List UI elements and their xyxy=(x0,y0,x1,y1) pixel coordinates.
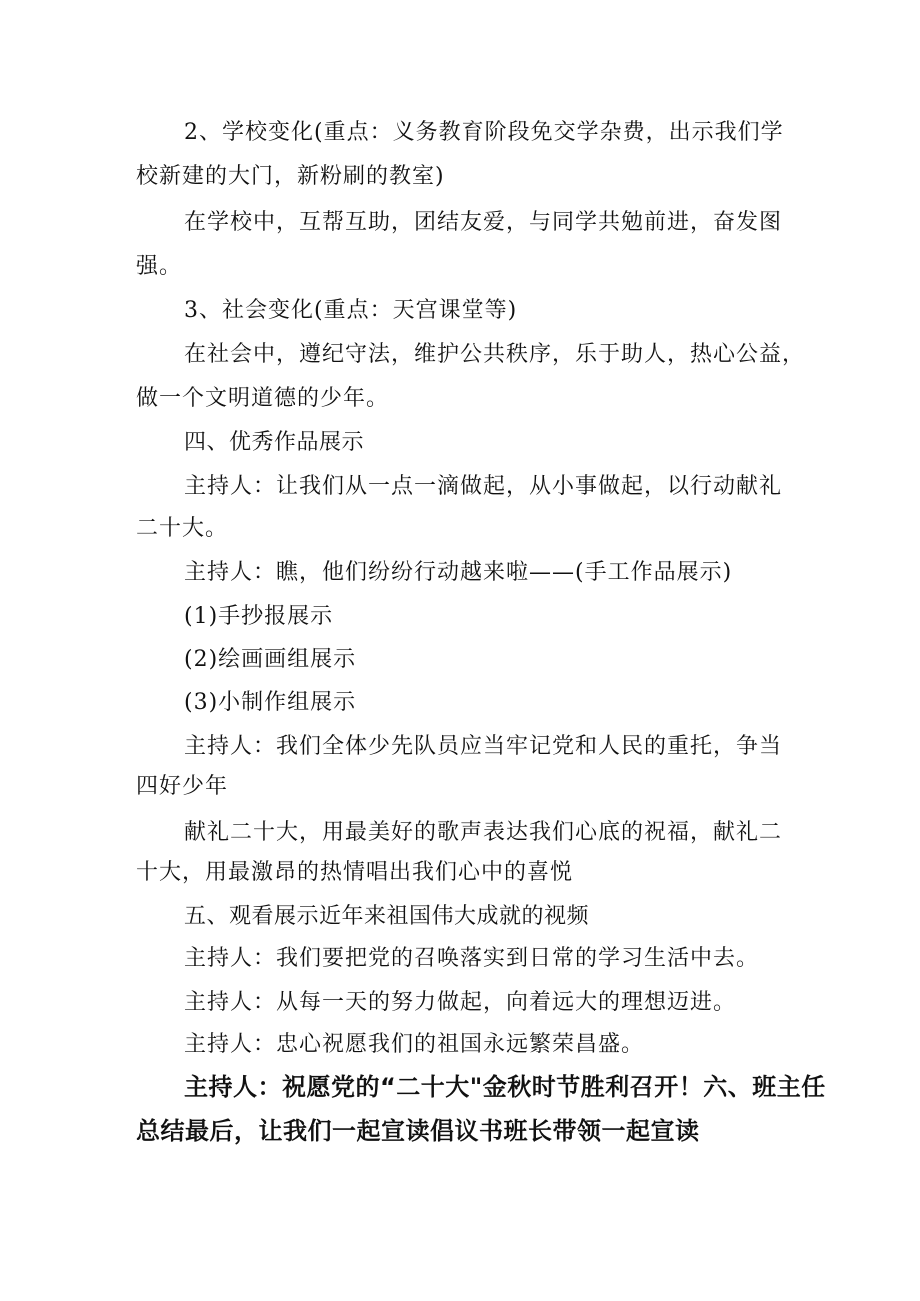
paragraph-song-tribute: 献礼二十大，用最美好的歌声表达我们心底的祝福，献礼二 xyxy=(184,820,783,845)
paragraph-host-congress-bold: 主持人：祝愿党的“二十大"金秋时节胜利召开！六、班主任 xyxy=(184,1073,826,1101)
paragraph-school-change-title-cont: 校新建的大门，新粉刷的教室) xyxy=(136,164,445,189)
paragraph-song-tribute-cont: 十大，用最激昂的热情唱出我们心中的喜悦 xyxy=(136,860,574,885)
paragraph-host-pioneers: 主持人：我们全体少先队员应当牢记党和人民的重托，争当 xyxy=(184,734,783,759)
section-heading-video: 五、观看展示近年来祖国伟大成就的视频 xyxy=(184,904,590,929)
paragraph-school-change-title: 2、学校变化(重点：义务教育阶段免交学杂费，出示我们学 xyxy=(184,120,784,145)
paragraph-host-wish: 主持人：忠心祝愿我们的祖国永远繁荣昌盛。 xyxy=(184,1032,645,1057)
list-item-small-crafts-group: (3)小制作组展示 xyxy=(184,690,357,715)
paragraph-host-effort: 主持人：从每一天的努力做起，向着远大的理想迈进。 xyxy=(184,990,737,1015)
paragraph-host-pioneers-cont: 四好少年 xyxy=(136,774,229,799)
paragraph-society-change-title: 3、社会变化(重点：天宫课堂等) xyxy=(184,298,518,323)
paragraph-society-behavior-cont: 做一个文明道德的少年。 xyxy=(136,386,390,411)
paragraph-host-start-small: 主持人：让我们从一点一滴做起，从小事做起，以行动献礼 xyxy=(184,474,783,499)
paragraph-host-congress-bold-cont: 总结最后，让我们一起宣读倡议书班长带领一起宣读 xyxy=(136,1117,700,1145)
paragraph-school-behavior-cont: 强。 xyxy=(136,254,183,279)
paragraph-host-start-small-cont: 二十大。 xyxy=(136,516,229,541)
paragraph-society-behavior: 在社会中，遵纪守法，维护公共秩序，乐于助人，热心公益， xyxy=(184,342,806,367)
section-heading-works-display: 四、优秀作品展示 xyxy=(184,430,365,455)
paragraph-host-look: 主持人：瞧，他们纷纷行动越来啦——(手工作品展示) xyxy=(184,560,733,585)
list-item-painting-group: (2)绘画画组展示 xyxy=(184,647,357,672)
list-item-handwritten-newspaper: (1)手抄报展示 xyxy=(184,604,334,629)
paragraph-school-behavior: 在学校中，互帮互助，团结友爱，与同学共勉前进，奋发图 xyxy=(184,210,783,235)
paragraph-host-implement: 主持人：我们要把党的召唤落实到日常的学习生活中去。 xyxy=(184,946,760,971)
